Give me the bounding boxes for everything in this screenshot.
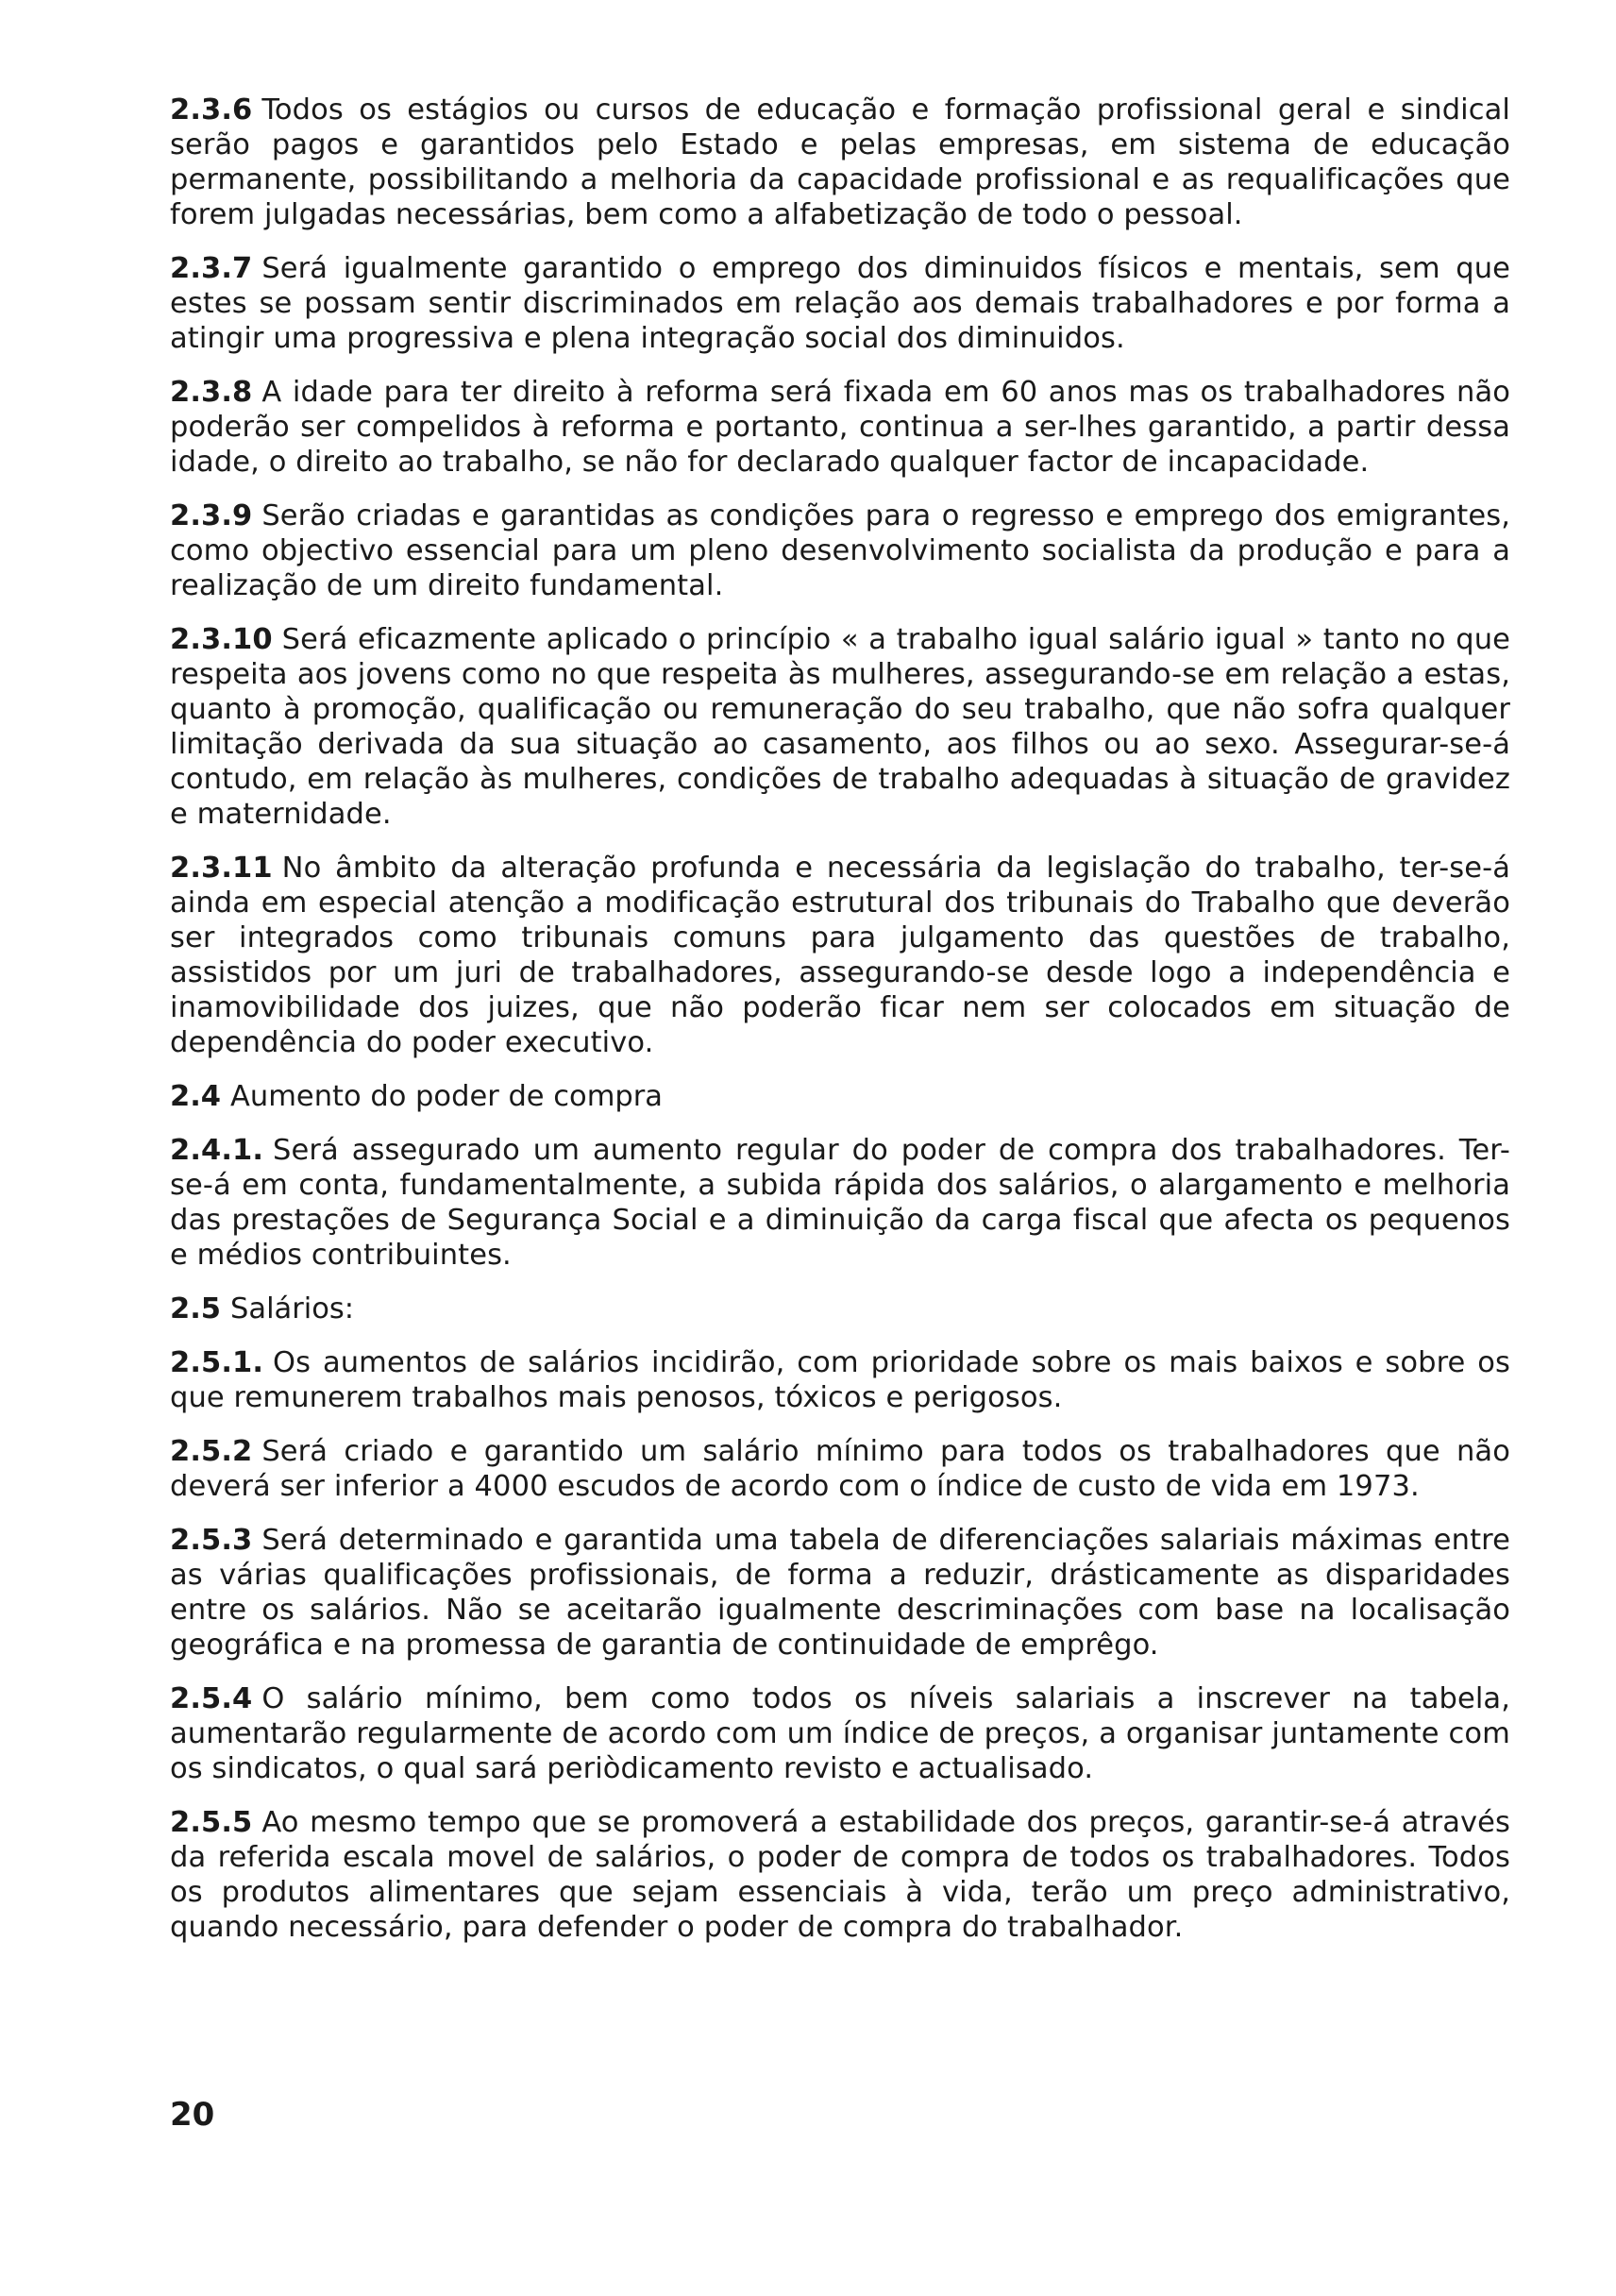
section-number: 2.4: [170, 1080, 222, 1113]
paragraph-text: A idade para ter direito à reforma será fixada em 60 anos mas os trabalhadores não poderão ser compelidos à reforma e portanto, continua a ser-lhes garantido, a partir dessa idade, o direito ao trabalho, se não for declarado qualquer factor de incapacidade.: [170, 376, 1510, 479]
paragraph-2-3-6: [170, 93, 1510, 232]
paragraph-2-4-1: [170, 1133, 1510, 1273]
paragraph-2-3-10: [170, 622, 1510, 832]
paragraph-number: 2.5.4: [170, 1682, 253, 1715]
section-heading-2-5: [170, 1292, 1510, 1326]
paragraph-text: Ao mesmo tempo que se promoverá a estabilidade dos preços, garantir-se-á através da referida escala movel de salários, o poder de compra de todos os trabalhadores. Todos os produtos alimentares que sejam essenciais à vida, terão um preço administrativo, quando necessário, para defender o poder de compra do trabalhador.: [170, 1806, 1510, 1944]
paragraph-number: 2.5.1.: [170, 1346, 264, 1379]
page-body: [170, 93, 1510, 1964]
paragraph-number: 2.3.7: [170, 252, 253, 285]
paragraph-text: Será eficazmente aplicado o princípio « a trabalho igual salário igual » tanto no que respeita aos jovens como no que respeita às mulheres, assegurando-se em relação a estas, quanto à promoção, qualificação ou remuneração do seu trabalho, que não sofra qualquer limitação derivada da sua situação ao casamento, aos filhos ou ao sexo. Assegurar-se-á contudo, em relação às mulheres, condições de trabalho adequadas à situação de gravidez e maternidade.: [170, 623, 1510, 831]
paragraph-text: Será determinado e garantida uma tabela de diferenciações salariais máximas entre as várias qualificações profissionais, de forma a reduzir, drásticamente as disparidades entre os salários. Não se aceitarão igualmente descriminações com base na localisação geográfica e na promessa de garantia de continuidade de emprêgo.: [170, 1524, 1510, 1662]
section-title: Salários:: [230, 1292, 355, 1325]
paragraph-number: 2.5.2: [170, 1435, 253, 1468]
paragraph-text: Será criado e garantido um salário mínimo para todos os trabalhadores que não deverá ser inferior a 4000 escudos de acordo com o índice de custo de vida em 1973.: [170, 1435, 1510, 1503]
paragraph-text: Os aumentos de salários incidirão, com prioridade sobre os mais baixos e sobre os que remunerem trabalhos mais penosos, tóxicos e perigosos.: [170, 1346, 1510, 1414]
paragraph-text: Todos os estágios ou cursos de educação e formação profissional geral e sindical serão pagos e garantidos pelo Estado e pelas empresas, em sistema de educação permanente, possibilitando a melhoria da capacidade profissional e as requalificações que forem julgadas necessárias, bem como a alfabetização de todo o pessoal.: [170, 93, 1510, 231]
paragraph-2-5-5: [170, 1805, 1510, 1945]
paragraph-2-3-7: [170, 251, 1510, 356]
paragraph-number: 2.5.3: [170, 1524, 253, 1557]
paragraph-text: O salário mínimo, bem como todos os níveis salariais a inscrever na tabela, aumentarão regularmente de acordo com um índice de preços, a organisar juntamente com os sindicatos, o qual sará periòdicamento revisto e actualisado.: [170, 1682, 1510, 1785]
paragraph-2-5-4: [170, 1681, 1510, 1786]
paragraph-text: No âmbito da alteração profunda e necessária da legislação do trabalho, ter-se-á ainda em especial atenção a modificação estrutural dos tribunais do Trabalho que deverão ser integrados como tribunais comuns para julgamento das questões de trabalho, assistidos por um juri de trabalhadores, assegurando-se desde logo a independência e inamovibilidade dos juizes, que não poderão ficar nem ser colocados em situação de dependência do poder executivo.: [170, 852, 1510, 1059]
paragraph-number: 2.3.11: [170, 852, 273, 885]
paragraph-number: 2.4.1.: [170, 1134, 264, 1167]
section-heading-2-4: [170, 1079, 1510, 1114]
paragraph-2-5-1: [170, 1345, 1510, 1415]
paragraph-text: Será assegurado um aumento regular do poder de compra dos trabalhadores. Ter-se-á em conta, fundamentalmente, a subida rápida dos salários, o alargamento e melhoria das prestações de Segurança Social e a diminuição da carga fiscal que afecta os pequenos e médios contribuintes.: [170, 1134, 1510, 1272]
paragraph-number: 2.3.10: [170, 623, 273, 656]
section-title: Aumento do poder de compra: [230, 1080, 663, 1113]
paragraph-text: Serão criadas e garantidas as condições para o regresso e emprego dos emigrantes, como objectivo essencial para um pleno desenvolvimento socialista da produção e para a realização de um direito fundamental.: [170, 499, 1510, 602]
paragraph-number: 2.3.6: [170, 93, 253, 127]
paragraph-number: 2.3.9: [170, 499, 253, 532]
paragraph-2-3-9: [170, 498, 1510, 603]
paragraph-number: 2.3.8: [170, 376, 253, 409]
paragraph-text: Será igualmente garantido o emprego dos diminuidos físicos e mentais, sem que estes se possam sentir discriminados em relação aos demais trabalhadores e por forma a atingir uma progressiva e plena integração social dos diminuidos.: [170, 252, 1510, 355]
section-number: 2.5: [170, 1292, 222, 1325]
paragraph-2-5-3: [170, 1523, 1510, 1663]
paragraph-number: 2.5.5: [170, 1806, 253, 1839]
page-number: 20: [170, 2096, 215, 2134]
paragraph-2-3-8: [170, 375, 1510, 480]
paragraph-2-5-2: [170, 1434, 1510, 1504]
paragraph-2-3-11: [170, 851, 1510, 1060]
